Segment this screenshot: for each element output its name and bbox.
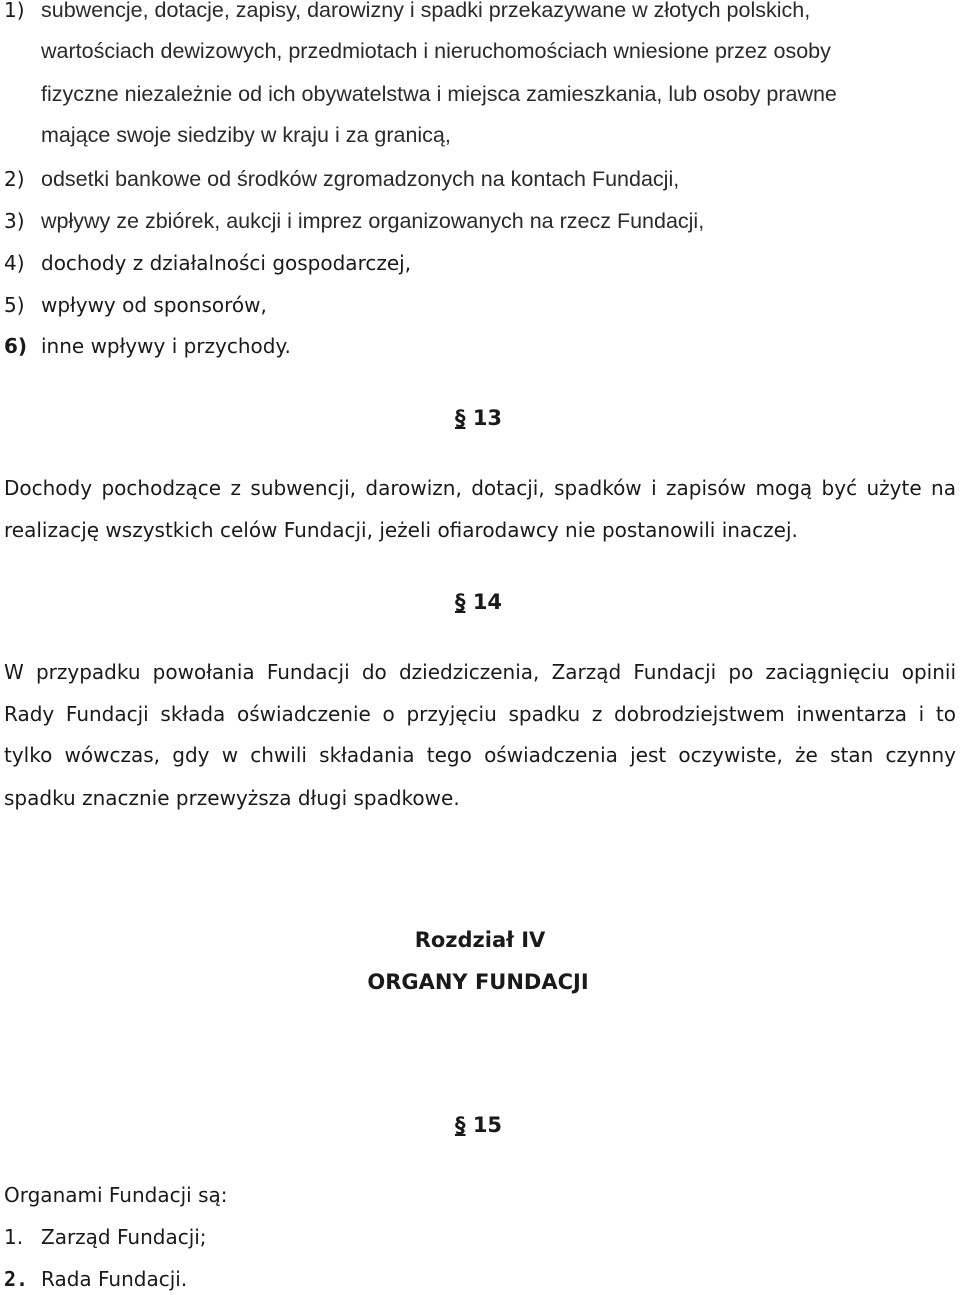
paragraph-line: Dochody pochodzące z subwencji, darowizn, dotacji, spadków i zapisów mogą być użyte na [4,476,956,500]
section-number: 14 [472,590,503,614]
list-item-number: 2. [4,1267,29,1291]
list-item-number: 2) [4,167,25,191]
section-heading-13 [455,404,502,432]
section-symbol: § [455,406,466,430]
paragraph-intro: Organami Fundacji są: [4,1183,228,1207]
list-item-number: 3) [4,209,25,233]
list-item-text: Zarząd Fundacji; [41,1225,207,1249]
list-item-text: mające swoje siedziby w kraju i za granicą, [41,123,451,147]
list-item-text: inne wpływy i przychody. [41,334,291,358]
list-item-text: dochody z działalności gospodarczej, [41,251,412,275]
list-item-number: 5) [4,293,25,317]
list-item-text: wpływy ze zbiórek, aukcji i imprez organizowanych na rzecz Fundacji, [41,209,705,233]
list-item-number: 4) [4,251,25,275]
chapter-subtitle: ORGANY FUNDACJI [367,970,589,994]
section-number: 13 [472,406,503,430]
list-item-number: 1) [4,0,25,22]
list-item-text: wpływy od sponsorów, [41,293,267,317]
paragraph-line: realizację wszystkich celów Fundacji, jeżeli ofiarodawcy nie postanowili inaczej. [4,518,798,542]
list-item-text: Rada Fundacji. [41,1267,188,1291]
paragraph-line: Rady Fundacji składa oświadczenie o przyjęciu spadku z dobrodziejstwem inwentarza i to [4,702,956,726]
list-item-number: 1. [4,1225,24,1249]
section-heading-15 [455,1111,502,1139]
chapter-title: Rozdział IV [414,928,546,952]
list-item-text: subwencje, dotacje, zapisy, darowizny i spadki przekazywane w złotych polskich, [41,0,811,22]
paragraph-line: tylko wówczas, gdy w chwili składania tego oświadczenia jest oczywiste, że stan czynny [4,743,956,767]
section-heading-14 [455,588,502,616]
list-item-number: 6) [4,334,28,358]
section-symbol: § [455,590,466,614]
list-item-text: odsetki bankowe od środków zgromadzonych na kontach Fundacji, [41,167,680,191]
list-item-text: fizyczne niezależnie od ich obywatelstwa i miejsca zamieszkania, lub osoby prawne [41,82,837,106]
list-item-text: wartościach dewizowych, przedmiotach i nieruchomościach wniesione przez osoby [41,39,831,63]
section-symbol: § [455,1113,466,1137]
section-number: 15 [472,1113,503,1137]
paragraph-line: W przypadku powołania Fundacji do dziedziczenia, Zarząd Fundacji po zaciągnięciu opinii [4,660,956,684]
paragraph-line: spadku znacznie przewyższa długi spadkowe. [4,786,460,810]
